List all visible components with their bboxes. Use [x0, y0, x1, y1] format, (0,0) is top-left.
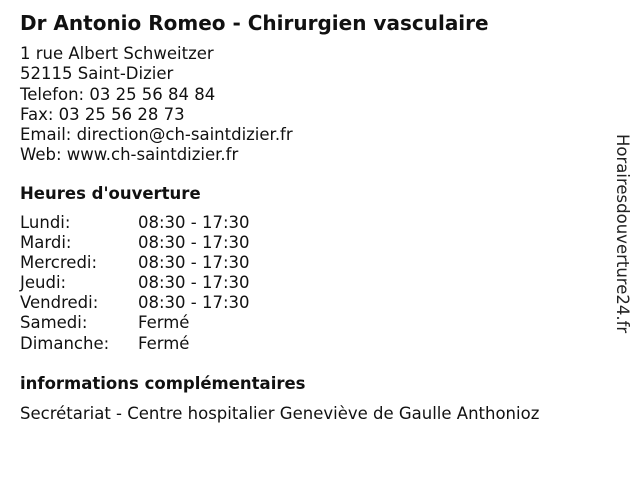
city-postal-code: 52115 Saint-Dizier — [20, 64, 174, 84]
additional-info-text: Secrétariat - Centre hospitalier Geneviève de Gaulle Anthonioz — [20, 404, 540, 423]
day-label: Vendredi: — [20, 293, 99, 313]
address-block — [20, 44, 600, 166]
fax-number: Fax: 03 25 56 28 73 — [20, 104, 185, 124]
day-label: Jeudi: — [20, 273, 67, 293]
hours-row-monday — [20, 213, 250, 233]
time-value: 08:30 - 17:30 — [138, 233, 250, 253]
hours-row-sunday — [20, 334, 250, 354]
page-title: Dr Antonio Romeo - Chirurgien vasculaire — [20, 11, 489, 35]
business-card — [20, 10, 600, 166]
time-value: Fermé — [138, 313, 190, 333]
time-value: 08:30 - 17:30 — [138, 293, 250, 313]
day-label: Mercredi: — [20, 253, 98, 273]
email-address: Email: direction@ch-saintdizier.fr — [20, 125, 293, 145]
hours-row-saturday — [20, 313, 250, 333]
street-address: 1 rue Albert Schweitzer — [20, 44, 214, 63]
time-value: 08:30 - 17:30 — [138, 253, 250, 273]
day-label: Lundi: — [20, 213, 71, 232]
hours-row-thursday — [20, 273, 250, 293]
additional-info-heading: informations complémentaires — [20, 374, 306, 393]
hours-row-wednesday — [20, 253, 250, 273]
day-label: Mardi: — [20, 233, 72, 253]
phone-number: Telefon: 03 25 56 84 84 — [20, 84, 216, 104]
opening-hours-heading: Heures d'ouverture — [20, 184, 201, 203]
hours-row-friday — [20, 293, 250, 313]
time-value: 08:30 - 17:30 — [138, 213, 250, 232]
website-address: Web: www.ch-saintdizier.fr — [20, 145, 239, 165]
opening-hours-table — [20, 213, 250, 354]
day-label: Samedi: — [20, 313, 88, 333]
time-value: 08:30 - 17:30 — [138, 273, 250, 293]
hours-row-tuesday — [20, 233, 250, 253]
time-value: Fermé — [138, 333, 190, 353]
site-watermark: Horairesdouverture24.fr — [613, 134, 632, 334]
day-label: Dimanche: — [20, 333, 110, 353]
